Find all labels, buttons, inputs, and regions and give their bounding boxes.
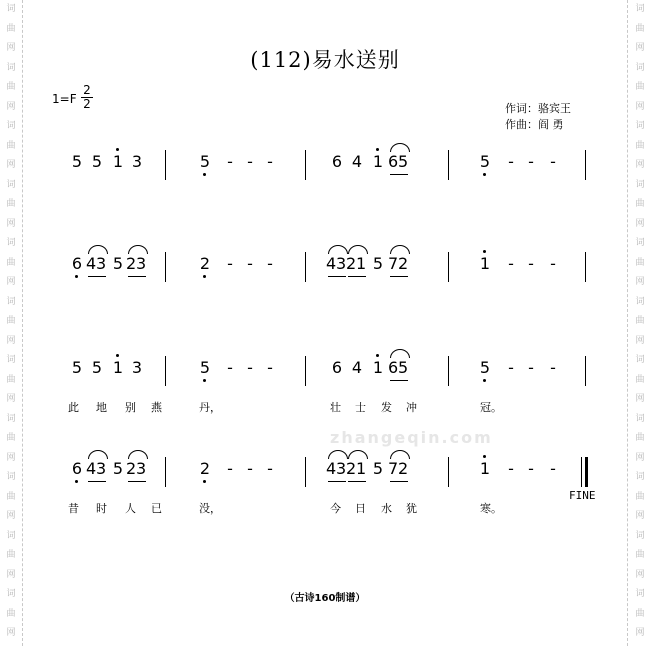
fine-marking: FINE — [569, 489, 596, 502]
note-1: 1 — [356, 459, 367, 478]
lyric-char: 寒。 — [480, 502, 502, 515]
lyric-char: 今 — [330, 502, 341, 515]
dash: - — [508, 358, 514, 377]
song-title: (112)易水送别 — [250, 48, 400, 72]
note-2: 2 — [398, 459, 409, 478]
time-signature — [80, 84, 94, 111]
lyric-char: 燕 — [151, 401, 162, 414]
watermark-char: 词 — [6, 589, 16, 599]
note-2: 2 — [346, 459, 357, 478]
watermark-char: 词 — [6, 296, 16, 307]
watermark-char: 网 — [6, 277, 16, 287]
note-1: 1 — [111, 358, 125, 378]
slur-arc — [390, 450, 410, 459]
dash: - — [550, 254, 556, 273]
watermark-char: 曲 — [6, 374, 16, 385]
note-5: 5 — [198, 358, 212, 378]
dash: - — [508, 152, 514, 171]
dash: - — [227, 358, 233, 377]
watermark-char: 词 — [6, 62, 16, 73]
watermark-char: 网 — [635, 628, 645, 638]
watermark-char: 曲 — [6, 491, 16, 502]
octave-dot-below — [203, 275, 206, 278]
watermark-char: 曲 — [635, 550, 645, 560]
slur-arc — [348, 450, 368, 459]
watermark-char: 网 — [6, 628, 16, 638]
note-5: 5 — [478, 358, 492, 378]
slur-arc — [88, 450, 108, 459]
dash: - — [528, 459, 534, 478]
note-4: 4 — [351, 358, 363, 377]
watermark-char: 网 — [6, 511, 16, 521]
barline — [448, 150, 449, 180]
note-2: 2 — [198, 459, 212, 479]
left-watermark-strip — [2, 0, 20, 646]
octave-dot-below — [483, 379, 486, 382]
dash: - — [267, 152, 273, 171]
note-1: 1 — [478, 254, 492, 274]
slur-arc — [128, 245, 148, 254]
watermark-char: 曲 — [635, 140, 645, 151]
barline — [165, 252, 166, 282]
note-6: 6 — [70, 254, 84, 274]
dash: - — [227, 459, 233, 478]
watermark-char: 网 — [6, 335, 16, 346]
watermark-char: 网 — [635, 160, 645, 170]
lyric-char: 已 — [151, 502, 162, 515]
watermark-char: 网 — [6, 569, 16, 580]
note-1: 1 — [371, 358, 385, 378]
dash: - — [267, 459, 273, 478]
watermark-char: 曲 — [635, 608, 645, 619]
barline — [165, 457, 166, 487]
watermark-char: 曲 — [6, 257, 16, 268]
lyric-char: 壮 — [330, 401, 341, 414]
watermark-char: 曲 — [635, 433, 645, 443]
watermark-char: 曲 — [6, 23, 16, 34]
center-watermark: zhangeqin.com — [330, 428, 493, 447]
lyric-char: 水 — [381, 502, 392, 515]
watermark-char: 词 — [635, 413, 645, 424]
watermark-char: 词 — [635, 62, 645, 73]
lyric-char: 人 — [125, 502, 136, 515]
watermark-char: 网 — [635, 218, 645, 229]
dash: - — [528, 254, 534, 273]
octave-dot-above — [483, 455, 486, 458]
eighth-note-underline — [128, 276, 146, 277]
watermark-char: 词 — [635, 121, 645, 131]
octave-dot-below — [75, 480, 78, 483]
watermark-char: 网 — [635, 43, 645, 53]
dash: - — [267, 358, 273, 377]
octave-dot-below — [483, 173, 486, 176]
lyric-char: 昔 — [68, 502, 79, 515]
watermark-char: 网 — [6, 452, 16, 463]
note-3: 3 — [131, 358, 143, 377]
note-1: 1 — [111, 152, 125, 172]
watermark-char: 词 — [635, 238, 645, 248]
dash: - — [227, 152, 233, 171]
dash: - — [528, 358, 534, 377]
barline — [165, 356, 166, 386]
barline — [165, 150, 166, 180]
final-barline — [585, 457, 588, 487]
lyric-char: 冠。 — [480, 401, 502, 414]
note-2: 2 — [198, 254, 212, 274]
watermark-char: 词 — [635, 296, 645, 307]
watermark-char: 网 — [635, 335, 645, 346]
watermark-char: 网 — [635, 101, 645, 112]
lyric-char: 日 — [355, 502, 366, 515]
watermark-char: 曲 — [6, 82, 16, 92]
watermark-char: 词 — [6, 472, 16, 482]
octave-dot-above — [116, 354, 119, 357]
dash: - — [247, 254, 253, 273]
note-2: 2 — [398, 254, 409, 273]
barline — [448, 457, 449, 487]
note-3: 3 — [136, 459, 147, 478]
slur-arc — [348, 245, 368, 254]
note-4: 4 — [86, 254, 97, 273]
note-6: 6 — [388, 152, 399, 171]
note-6: 6 — [70, 459, 84, 479]
right-watermark-strip — [631, 0, 649, 646]
lyric-char: 此 — [68, 401, 79, 414]
barline — [585, 356, 586, 386]
time-signature-top: 2 — [83, 83, 91, 97]
watermark-char: 网 — [635, 452, 645, 463]
lyric-char: 冲 — [406, 401, 417, 414]
octave-dot-above — [483, 250, 486, 253]
note-3: 3 — [336, 459, 347, 478]
watermark-char: 曲 — [6, 140, 16, 151]
lyric-char: 发 — [381, 401, 392, 414]
watermark-char: 曲 — [6, 608, 16, 619]
octave-dot-below — [75, 275, 78, 278]
watermark-char: 词 — [635, 472, 645, 482]
slur-arc — [390, 245, 410, 254]
note-5: 5 — [71, 152, 83, 171]
eighth-note-underline — [390, 276, 408, 277]
dash: - — [508, 254, 514, 273]
note-3: 3 — [96, 459, 107, 478]
note-2: 2 — [346, 254, 357, 273]
eighth-note-underline — [390, 174, 408, 175]
watermark-char: 曲 — [6, 316, 16, 326]
lyric-char: 犹 — [406, 502, 417, 515]
watermark-char: 词 — [6, 238, 16, 248]
eighth-note-underline — [88, 276, 106, 277]
dash: - — [508, 459, 514, 478]
watermark-char: 网 — [6, 101, 16, 112]
barline — [585, 150, 586, 180]
barline — [305, 356, 306, 386]
note-5: 5 — [478, 152, 492, 172]
eighth-note-underline — [390, 481, 408, 482]
watermark-char: 曲 — [6, 433, 16, 443]
note-2: 2 — [126, 254, 137, 273]
watermark-char: 词 — [6, 413, 16, 424]
octave-dot-below — [203, 379, 206, 382]
note-4: 4 — [326, 459, 337, 478]
note-3: 3 — [96, 254, 107, 273]
watermark-char: 曲 — [635, 257, 645, 268]
watermark-char: 网 — [635, 277, 645, 287]
left-margin-border — [22, 0, 23, 646]
note-5: 5 — [71, 358, 83, 377]
watermark-char: 曲 — [635, 199, 645, 209]
dash: - — [550, 459, 556, 478]
watermark-char: 曲 — [635, 491, 645, 502]
watermark-char: 词 — [635, 4, 645, 14]
watermark-char: 网 — [6, 394, 16, 404]
watermark-char: 网 — [635, 511, 645, 521]
watermark-char: 词 — [635, 530, 645, 541]
dash: - — [550, 358, 556, 377]
note-6: 6 — [388, 358, 399, 377]
final-barline-thin — [581, 457, 582, 487]
watermark-char: 曲 — [635, 82, 645, 92]
octave-dot-above — [116, 148, 119, 151]
footer-credit: （古诗160制谱） — [284, 593, 366, 604]
note-5: 5 — [398, 152, 409, 171]
note-1: 1 — [356, 254, 367, 273]
lyric-char: 士 — [355, 401, 366, 414]
note-3: 3 — [136, 254, 147, 273]
watermark-char: 曲 — [635, 23, 645, 34]
note-7: 7 — [388, 459, 399, 478]
octave-dot-above — [376, 354, 379, 357]
note-7: 7 — [388, 254, 399, 273]
eighth-note-underline — [128, 481, 146, 482]
slur-arc — [390, 349, 410, 358]
lyric-char: 丹， — [199, 401, 221, 414]
watermark-char: 词 — [635, 179, 645, 190]
octave-dot-above — [376, 148, 379, 151]
watermark-char: 词 — [6, 179, 16, 190]
watermark-char: 词 — [635, 589, 645, 599]
lyric-char: 地 — [96, 401, 107, 414]
watermark-char: 网 — [635, 569, 645, 580]
note-5: 5 — [198, 152, 212, 172]
watermark-char: 曲 — [635, 374, 645, 385]
barline — [305, 150, 306, 180]
watermark-char: 网 — [635, 394, 645, 404]
octave-dot-below — [203, 173, 206, 176]
note-4: 4 — [86, 459, 97, 478]
watermark-char: 网 — [6, 218, 16, 229]
watermark-char: 网 — [6, 160, 16, 170]
dash: - — [247, 459, 253, 478]
barline — [305, 252, 306, 282]
note-1: 1 — [371, 152, 385, 172]
note-5: 5 — [372, 254, 384, 273]
note-5: 5 — [112, 254, 124, 273]
watermark-char: 曲 — [6, 550, 16, 560]
dash: - — [247, 358, 253, 377]
note-6: 6 — [331, 152, 343, 171]
dash: - — [267, 254, 273, 273]
lyric-char: 别 — [125, 401, 136, 414]
watermark-char: 词 — [6, 355, 16, 365]
note-5: 5 — [91, 152, 103, 171]
eighth-note-underline — [348, 481, 366, 482]
composer-credit: 作曲：阎 勇 — [505, 118, 564, 131]
barline — [585, 252, 586, 282]
dash: - — [528, 152, 534, 171]
note-2: 2 — [126, 459, 137, 478]
lyric-char: 没， — [199, 502, 221, 515]
note-4: 4 — [326, 254, 337, 273]
octave-dot-below — [203, 480, 206, 483]
dash: - — [247, 152, 253, 171]
dash: - — [227, 254, 233, 273]
eighth-note-underline — [390, 380, 408, 381]
time-signature-bottom: 2 — [83, 97, 91, 111]
note-4: 4 — [351, 152, 363, 171]
watermark-char: 词 — [6, 121, 16, 131]
watermark-char: 词 — [6, 4, 16, 14]
key-signature: 1=F — [52, 92, 77, 106]
watermark-char: 词 — [635, 355, 645, 365]
note-5: 5 — [112, 459, 124, 478]
eighth-note-underline — [328, 481, 346, 482]
eighth-note-underline — [88, 481, 106, 482]
watermark-char: 网 — [6, 43, 16, 53]
barline — [448, 356, 449, 386]
note-3: 3 — [336, 254, 347, 273]
barline — [305, 457, 306, 487]
note-5: 5 — [372, 459, 384, 478]
lyric-char: 时 — [96, 502, 107, 515]
slur-arc — [128, 450, 148, 459]
watermark-char: 曲 — [635, 316, 645, 326]
note-3: 3 — [131, 152, 143, 171]
note-5: 5 — [91, 358, 103, 377]
slur-arc — [328, 245, 348, 254]
slur-arc — [390, 143, 410, 152]
eighth-note-underline — [328, 276, 346, 277]
watermark-char: 曲 — [6, 199, 16, 209]
note-1: 1 — [478, 459, 492, 479]
lyricist-credit: 作词：骆宾王 — [505, 102, 571, 115]
slur-arc — [88, 245, 108, 254]
slur-arc — [328, 450, 348, 459]
right-margin-border — [627, 0, 628, 646]
note-5: 5 — [398, 358, 409, 377]
eighth-note-underline — [348, 276, 366, 277]
watermark-char: 词 — [6, 530, 16, 541]
barline — [448, 252, 449, 282]
dash: - — [550, 152, 556, 171]
note-6: 6 — [331, 358, 343, 377]
